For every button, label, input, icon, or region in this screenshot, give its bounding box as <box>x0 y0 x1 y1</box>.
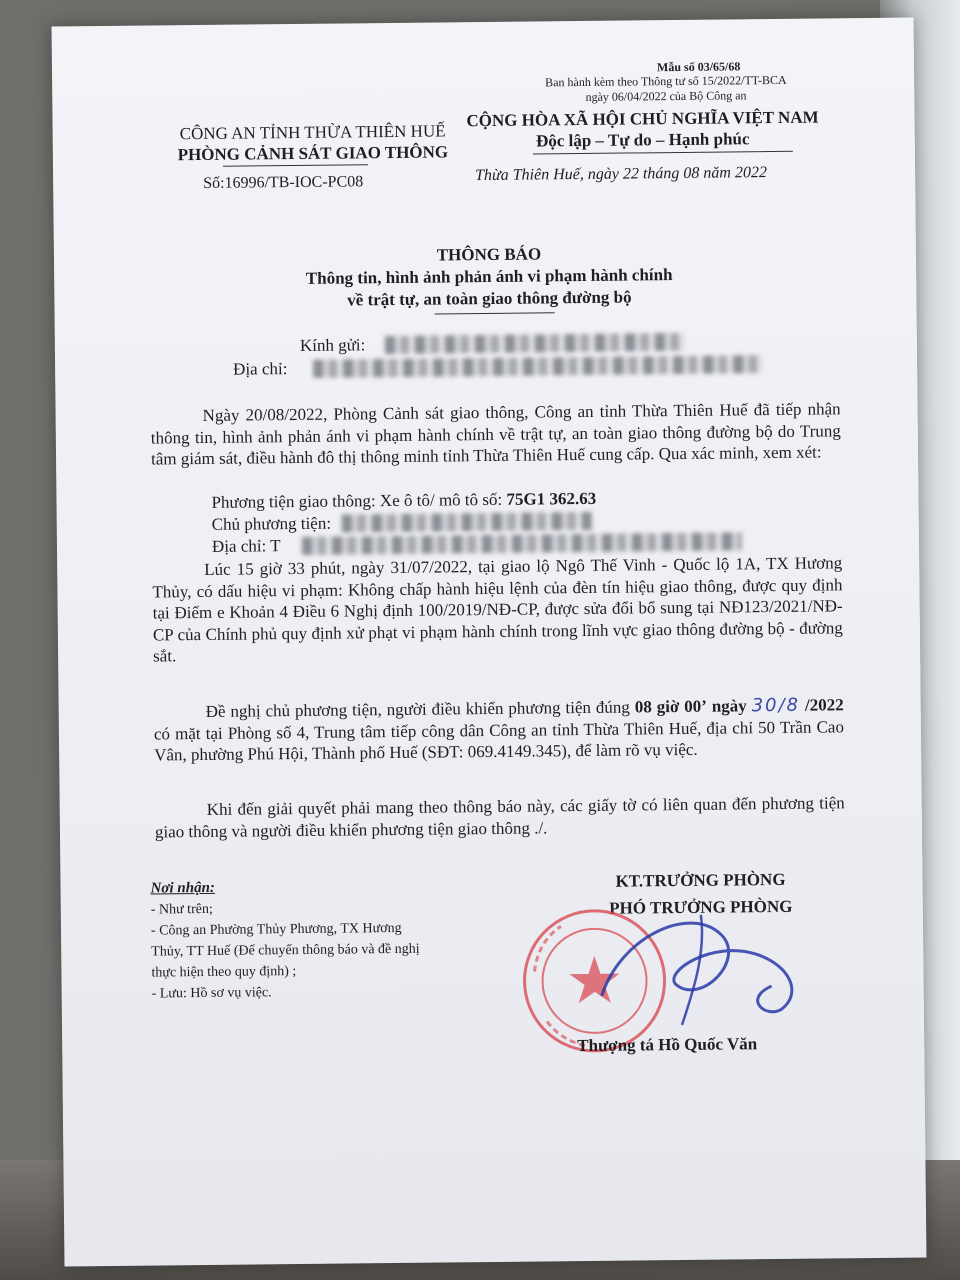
signer-name: Thượng tá Hồ Quốc Văn <box>577 1034 758 1056</box>
form-issued-line2: ngày 06/04/2022 của Bộ Công an <box>585 88 747 104</box>
form-issued-note <box>545 73 787 106</box>
title-rule <box>435 312 555 314</box>
recipients-heading: Nơi nhận: <box>150 879 215 897</box>
vehicle-label: Phương tiện giao thông: Xe ô tô/ mô tô số: <box>211 489 507 512</box>
summons-text: Đề nghị chủ phương tiện, người điều khiển phương tiện đúng <box>205 697 635 721</box>
recipient-item: Thủy, TT Huế (Để chuyển thông báo và đề nghị <box>151 941 420 960</box>
title-line2: về trật tự, an toàn giao thông đường bộ <box>347 287 632 310</box>
recipient-item: - Công an Phường Thủy Phương, TX Hương <box>150 920 402 939</box>
license-plate: 75G1 362.63 <box>506 488 597 509</box>
document-number: Số:16996/TB-IOC-PC08 <box>203 173 364 192</box>
summons-location: có mặt tại Phòng số 4, Trung tâm tiếp công dân Công an tỉnh Thừa Thiên Huế, địa chỉ 50 Trần Cao Vân, phường Phú Hội, Thành phố Huế (SĐT: 069.4149.345), để làm rõ vụ việc. <box>153 716 845 765</box>
title-main: THÔNG BÁO <box>436 244 542 265</box>
handwritten-date: 30/8 <box>751 694 801 717</box>
recipient-item: thực hiện theo quy định) ; <box>151 964 297 981</box>
redacted-owner-address <box>302 532 742 555</box>
address-label: Địa chỉ: <box>233 359 288 379</box>
place-date: Thừa Thiên Huế, ngày 22 tháng 08 năm 2022 <box>475 164 768 185</box>
redacted-recipient-address <box>313 355 763 378</box>
summons-day-label: ngày <box>711 696 747 716</box>
handwritten-signature-icon <box>581 893 842 1036</box>
owner-label: Chủ phương tiện: <box>211 513 332 534</box>
nation-motto: Độc lập – Tự do – Hạnh phúc <box>535 129 750 151</box>
notice-document <box>52 18 927 1267</box>
summons-year: /2022 <box>804 695 844 715</box>
redacted-recipient-name <box>385 333 685 354</box>
redacted-owner-name <box>342 512 592 533</box>
to-label: Kính gửi: <box>299 335 366 355</box>
paragraph-instructions: Khi đến giải quyết phải mang theo thông báo này, các giấy tờ có liên quan đến phương tiện giao thông và người điều khiển phương tiện giao thông ./. <box>154 793 845 842</box>
form-issued-line1: Ban hành kèm theo Thông tư số 15/2022/TT-BCA <box>545 72 787 90</box>
document-title <box>149 240 830 313</box>
paragraph-violation: Lúc 15 giờ 33 phút, ngày 31/07/2022, tại giao lộ Ngô Thế Vinh - Quốc lộ 1A, TX Hương Thủy, có dấu hiệu vi phạm: Không chấp hành hiệu lệnh của đèn tín hiệu giao thông, được quy định tại Điểm e Khoản 4 Điều 6 Nghị định 100/2019/NĐ-CP, được sửa đổi bổ sung tại NĐ123/2021/NĐ-CP của Chính phủ quy định xử phạt vi phạm hành chính trong lĩnh vực giao thông đường bộ - đường sắt. <box>152 553 843 666</box>
vehicle-line <box>211 489 596 513</box>
agency-unit: PHÒNG CẢNH SÁT GIAO THÔNG <box>177 142 449 165</box>
title-line1: Thông tin, hình ảnh phản ánh vi phạm hành chính <box>305 265 673 288</box>
signature-line2: PHÓ TRƯỞNG PHÒNG <box>609 896 793 918</box>
motto-underline <box>533 151 793 155</box>
agency-parent: CÔNG AN TỈNH THỪA THIÊN HUẾ <box>179 121 446 144</box>
owner-address-label: Địa chỉ: T <box>211 536 281 556</box>
summons-time: 08 giờ 00’ <box>634 696 707 717</box>
national-header <box>442 106 842 152</box>
recipient-item: - Lưu: Hồ sơ vụ việc. <box>151 985 272 1002</box>
recipients-block <box>150 876 420 1005</box>
nation-name: CỘNG HÒA XÃ HỘI CHỦ NGHĨA VIỆT NAM <box>466 107 819 131</box>
paragraph-summons <box>154 694 845 766</box>
signature-line1: KT.TRƯỞNG PHÒNG <box>615 869 786 891</box>
agency-underline <box>223 164 368 167</box>
form-number: Mẫu số 03/65/68 <box>656 59 741 75</box>
recipient-item: - Như trên; <box>150 901 213 918</box>
paragraph-intro: Ngày 20/08/2022, Phòng Cảnh sát giao thông, Công an tỉnh Thừa Thiên Huế đã tiếp nhận thông tin, hình ảnh phản ánh vi phạm hành chính về trật tự, an toàn giao thông đường bộ do Trung tâm giám sát, điều hành đô thị thông minh tỉnh Thừa Thiên Huế cung cấp. Qua xác minh, xem xét: <box>150 399 841 469</box>
